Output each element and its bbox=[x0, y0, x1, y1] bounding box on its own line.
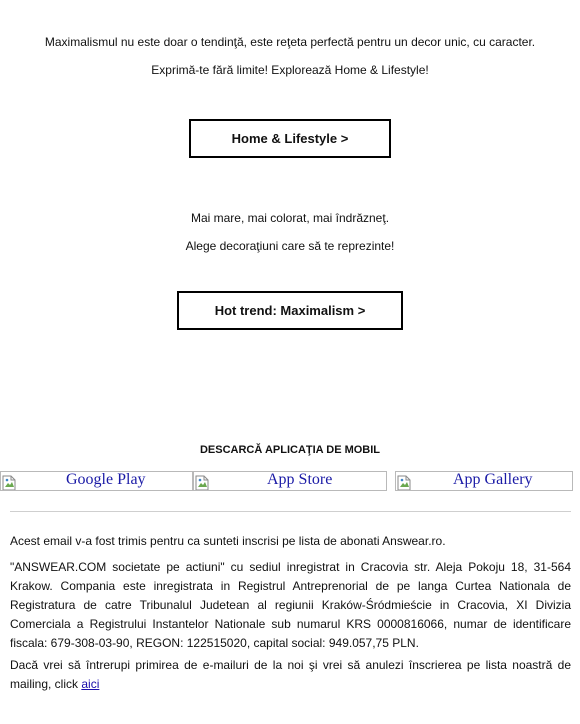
company-info: "ANSWEAR.COM societate pe actiuni" cu sediul inregistrat in Cracovia str. Aleja Pokoju 18, 31-564 Krakow. Compania este inregistrata in Registrul Antreprenorial de pe langa Curtea Nationala de Registratura de catre Tribunalul Judetean al regiunii Kraków-Śródmieście in Cracovia, XI Divizia Comerciala a Registrului Instantelor Nationale sub numarul KRS 0000816066, numar de identificare fiscala: 679-308-03-90, REGON: 122515020, capital social: 949.057,75 PLN. bbox=[10, 560, 571, 650]
home-lifestyle-button[interactable] bbox=[189, 119, 391, 158]
google-play-label: Google Play bbox=[66, 471, 146, 488]
divider bbox=[10, 511, 571, 512]
home-lifestyle-button-label: Home & Lifestyle > bbox=[231, 131, 349, 146]
unsubscribe-link[interactable]: aici bbox=[81, 677, 100, 691]
broken-image-icon bbox=[397, 475, 411, 491]
app-store-link[interactable] bbox=[193, 471, 387, 491]
broken-image-icon bbox=[2, 475, 16, 491]
broken-image-icon bbox=[195, 475, 209, 491]
unsubscribe-paragraph bbox=[10, 656, 571, 694]
section2-line-1: Mai mare, mai colorat, mai îndrăzneţ. bbox=[190, 211, 390, 225]
section2-line-2: Alege decoraţiuni care să te reprezinte! bbox=[185, 239, 395, 253]
google-play-link[interactable] bbox=[0, 471, 193, 491]
maximalism-button[interactable] bbox=[177, 291, 403, 330]
app-download-heading: DESCARCĂ APLICAŢIA DE MOBIL bbox=[199, 444, 381, 456]
maximalism-button-label: Hot trend: Maximalism > bbox=[214, 303, 366, 318]
app-gallery-link[interactable] bbox=[395, 471, 573, 491]
app-store-label: App Store bbox=[267, 471, 333, 488]
intro-line-1: Maximalismul nu este doar o tendinţă, este reţeta perfectă pentru un decor unic, cu caracter. bbox=[44, 35, 536, 49]
intro-line-2: Exprimă-te fără limite! Explorează Home & Lifestyle! bbox=[151, 63, 429, 77]
unsubscribe-text: Dacă vrei să întrerupi primirea de e-mailuri de la noi şi vrei să anulezi înscrierea pe lista noastră de mailing, click bbox=[10, 658, 571, 691]
subscription-notice: Acest email v-a fost trimis pentru ca sunteti inscrisi pe lista de abonati Answear.ro. bbox=[10, 534, 446, 548]
app-gallery-label: App Gallery bbox=[453, 471, 533, 488]
